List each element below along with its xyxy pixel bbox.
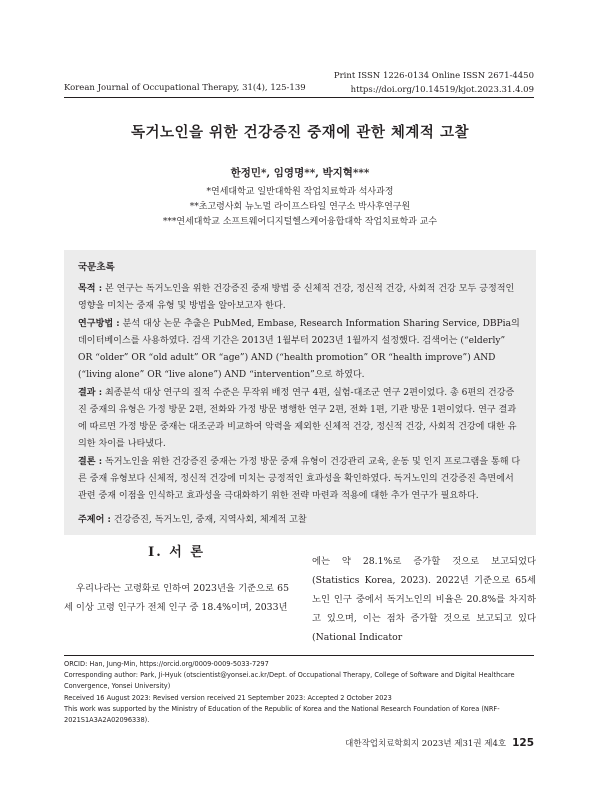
footnotes xyxy=(64,659,536,726)
abstract-text: 독거노인을 위한 건강증진 중재는 가정 방문 중재 유형이 건강관리 교육, 운동 및 인지 프로그램을 통해 다른 중재 유형보다 신체적, 정신적 건강에 미치는 긍정적인 효과성을 확인하였다. 독거노인의 건강증진 측면에서 관련 중재 이점을 인식하고 효과성을 극대화하기 위한 전략 마련과 적용에 대한 추가 연구가 필요하다. xyxy=(78,457,521,501)
abstract-methods xyxy=(78,315,522,384)
abstract-results xyxy=(78,384,522,453)
orcid-note: ORCID: Han, Jung-Min, https://orcid.org/0009-0009-5033-7297 xyxy=(64,660,269,668)
page-number: 125 xyxy=(512,737,534,749)
issn-doi-block xyxy=(334,69,534,97)
funding-note: This work was supported by the Ministry of Education of the Republic of Korea and the National Research Foundation of Korea (NRF-2021S1A3A2A02096338). xyxy=(64,704,500,725)
footer-journal: 대한작업치료학회지 2023년 제31권 제4호 xyxy=(345,739,507,749)
abstract-text: 본 연구는 독거노인을 위한 건강증진 중재 방법 중 신체적 건강, 정신적 건강, 사회적 건강 모두 긍정적인 영향을 미치는 중재 유형 및 방법을 알아보고자 한다. xyxy=(78,284,515,311)
received-note: Received 16 August 2023: Revised version received 21 September 2023: Accepted 2 October 2023 xyxy=(64,693,392,702)
abstract-heading: 국문초록 xyxy=(78,262,115,273)
keywords xyxy=(78,511,522,529)
abstract-label: 결론 : xyxy=(78,456,103,467)
affiliation-3: ***연세대학교 소프트웨어디지털헬스케어융합대학 작업치료학과 교수 xyxy=(162,217,438,227)
abstract-label: 목적 : xyxy=(78,283,103,294)
body-paragraph: 에는 약 28.1%로 증가할 것으로 보고되었다(Statistics Korea, 2023). 2022년 기준으로 65세 노인 인구 중에서 독거노인의 비율은 20.8%를 차지하고 있으며, 이는 점차 증가할 것으로 보고되고 있다(National Indicator xyxy=(312,556,536,643)
page-footer xyxy=(345,737,534,749)
footnote-rule xyxy=(64,655,534,656)
abstract-label: 연구방법 : xyxy=(78,318,120,329)
abstract-box xyxy=(64,250,536,535)
abstract-text: 최종분석 대상 연구의 질적 수준은 무작위 배정 연구 4편, 실험-대조군 연구 2편이었다. 총 6편의 건강증진 중재의 유형은 가정 방문 2편, 전화와 가정 방문 병행한 연구 2편, 전화 1편, 기관 방문 1편이었다. 연구 결과에 따르면 가정 방문 중재는 대조군과 비교하여 악력을 제외한 신체적 건강, 정신적 건강, 사회적 건강에 대한 유의한 차이를 나타냈다. xyxy=(78,388,517,449)
journal-citation: Korean Journal of Occupational Therapy, 31(4), 125-139 xyxy=(64,83,306,93)
body-paragraph: 우리나라는 고령화로 인하여 2023년을 기준으로 65세 이상 고령 인구가 전체 인구 중 18.4%이며, 2033년 xyxy=(64,583,289,613)
affiliation-1: *연세대학교 일반대학원 작업치료학과 석사과정 xyxy=(206,187,394,197)
abstract-label: 결과 : xyxy=(78,387,103,398)
keywords-label: 주제어 : xyxy=(78,514,111,525)
header-rule xyxy=(64,97,534,98)
affiliation-2: **초고령사회 뉴노멀 라이프스타일 연구소 박사후연구원 xyxy=(189,202,411,212)
abstract-purpose xyxy=(78,280,522,315)
abstract-conclusion xyxy=(78,453,522,505)
keywords-text: 건강증진, 독거노인, 중재, 지역사회, 체계적 고찰 xyxy=(113,515,307,525)
abstract-text: 분석 대상 논문 추출은 PubMed, Embase, Research Information Sharing Service, DBPia의 데이터베이스를 사용하였다. 검색 기간은 2013년 1월부터 2023년 1월까지 설정했다. 검색어는 (“elderly” OR “older” OR “old adult” OR “age”) AND (“health promotion” OR “health improve”) AND (“living alone” OR “live alone”) AND “intervention”으로 하였다. xyxy=(78,319,520,380)
section-heading: Ⅰ. 서 론 xyxy=(148,545,205,560)
author-list: 한정민*, 임영명**, 박지혁*** xyxy=(230,167,370,179)
corresponding-author-note: Corresponding author: Park, Ji-Hyuk (otscientist@yonsei.ac.kr/Dept. of Occupational Therapy, College of Software and Digital Healthcare Convergence, Yonsei University) xyxy=(64,671,515,691)
paper-title: 독거노인을 위한 건강증진 중재에 관한 체계적 고찰 xyxy=(131,124,469,141)
issn-text: Print ISSN 1226-0134 Online ISSN 2671-4450 xyxy=(333,71,534,81)
body-column-left xyxy=(64,543,289,617)
doi-link[interactable]: https://doi.org/10.14519/kjot.2023.31.4.09 xyxy=(350,85,534,95)
affiliation-list xyxy=(0,185,600,230)
body-column-right xyxy=(312,552,536,647)
